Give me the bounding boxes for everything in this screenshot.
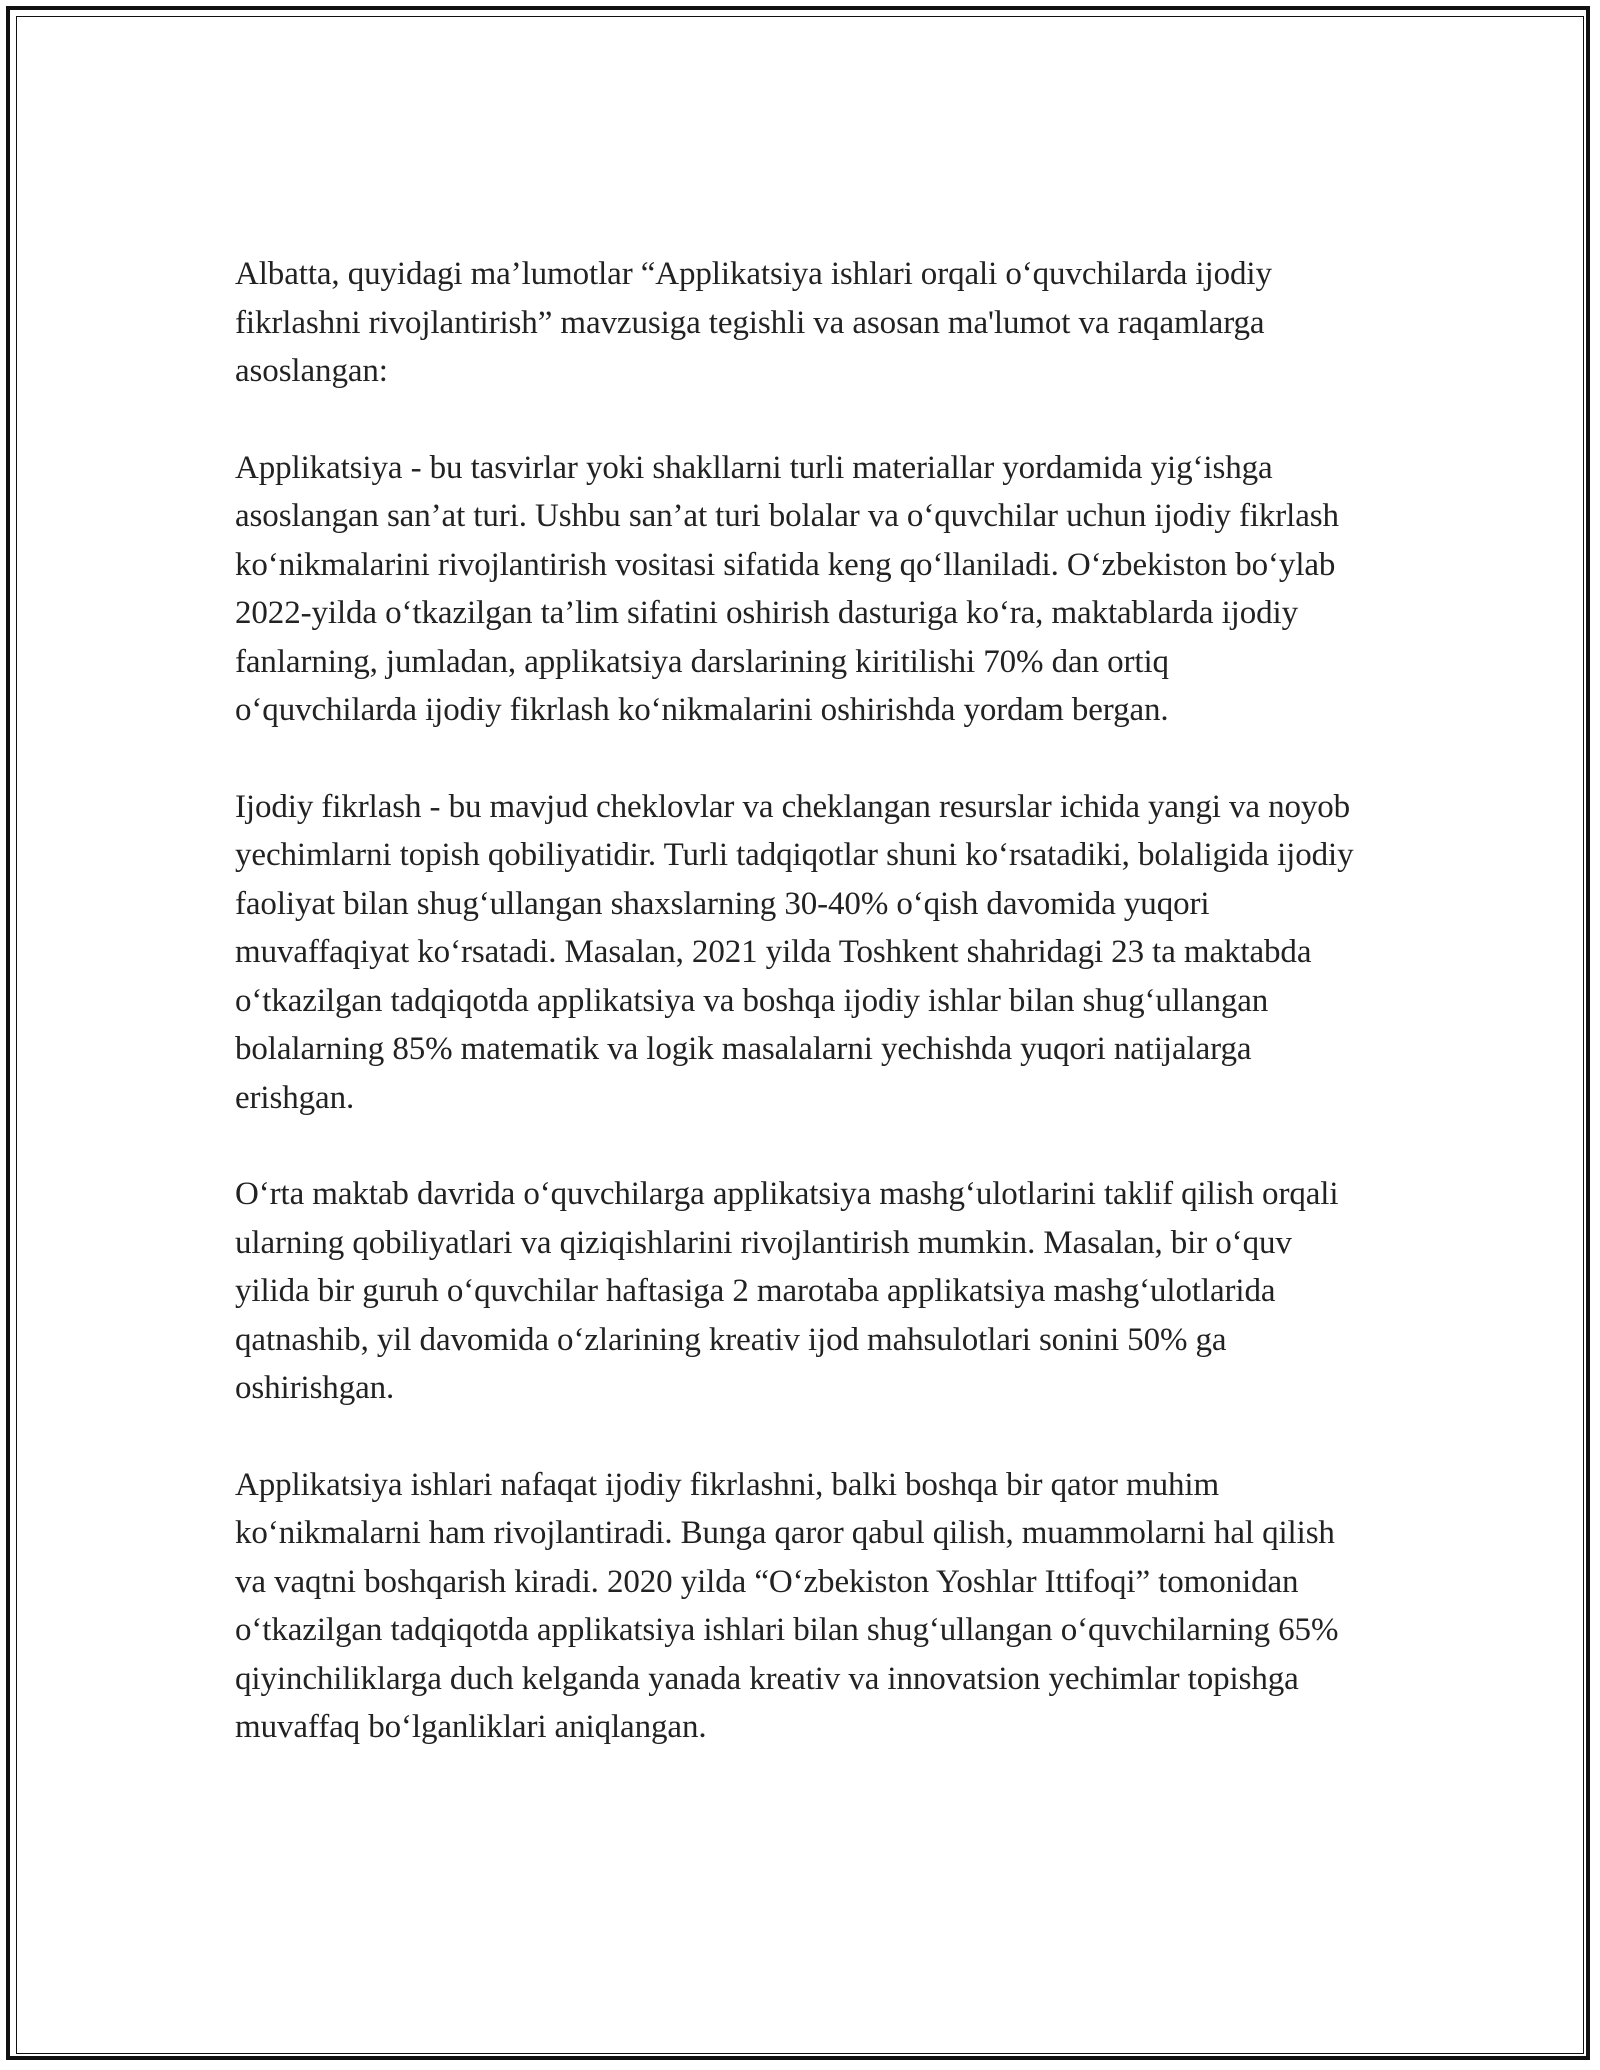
paragraph-intro: Albatta, quyidagi ma’lumotlar “Applikatsiya ishlari orqali o‘quvchilarda ijodiy fikrlashni rivojlantirish” mavzusiga tegishli va asosan ma'lumot va raqamlarga asoslangan: xyxy=(235,256,1272,389)
paragraph-other-skills: Applikatsiya ishlari nafaqat ijodiy fikrlashni, balki boshqa bir qator muhim ko‘nikmalarni ham rivojlantiradi. Bunga qaror qabul qilish, muammolarni hal qilish va vaqtni boshqarish kiradi. 2020 yilda “O‘zbekiston Yoshlar Ittifoqi” tomonidan o‘tkazilgan tadqiqotda applikatsiya ishlari bilan shug‘ullangan o‘quvchilarning 65% qiyinchiliklarga duch kelganda yanada kreativ va innovatsion yechimlar topishga muvaffaq bo‘lganliklari aniqlangan. xyxy=(235,1466,1339,1745)
paragraph-applikatsiya-definition: Applikatsiya - bu tasvirlar yoki shakllarni turli materiallar yordamida yig‘ishga asoslangan san’at turi. Ushbu san’at turi bolalar va o‘quvchilar uchun ijodiy fikrlash ko‘nikmalarini rivojlantirish vositasi sifatida keng qo‘llaniladi. O‘zbekiston bo‘ylab 2022-yilda o‘tkazilgan ta’lim sifatini oshirish dasturiga ko‘ra, maktablarda ijodiy fanlarning, jumladan, applikatsiya darslarining kiritilishi 70% dan ortiq o‘quvchilarda ijodiy fikrlash ko‘nikmalarini oshirishda yordam bergan. xyxy=(235,449,1339,728)
paragraph-middle-school: O‘rta maktab davrida o‘quvchilarga applikatsiya mashg‘ulotlarini taklif qilish orqali ularning qobiliyatlari va qiziqishlarini rivojlantirish mumkin. Masalan, bir o‘quv yilida bir guruh o‘quvchilar haftasiga 2 marotaba applikatsiya mashg‘ulotlarida qatnashib, yil davomida o‘zlarining kreativ ijod mahsulotlari sonini 50% ga oshirishgan. xyxy=(235,1176,1339,1406)
paragraph-creative-thinking: Ijodiy fikrlash - bu mavjud cheklovlar va cheklangan resurslar ichida yangi va noyob yechimlarni topish qobiliyatidir. Turli tadqiqotlar shuni ko‘rsatadiki, bolaligida ijodiy faoliyat bilan shug‘ullangan shaxslarning 30-40% o‘qish davomida yuqori muvaffaqiyat ko‘rsatadi. Masalan, 2021 yilda Toshkent shahridagi 23 ta maktabda o‘tkazilgan tadqiqotda applikatsiya va boshqa ijodiy ishlar bilan shug‘ullangan bolalarning 85% matematik va logik masalalarni yechishda yuqori natijalarga erishgan. xyxy=(235,788,1354,1116)
document-body xyxy=(235,250,1355,1800)
